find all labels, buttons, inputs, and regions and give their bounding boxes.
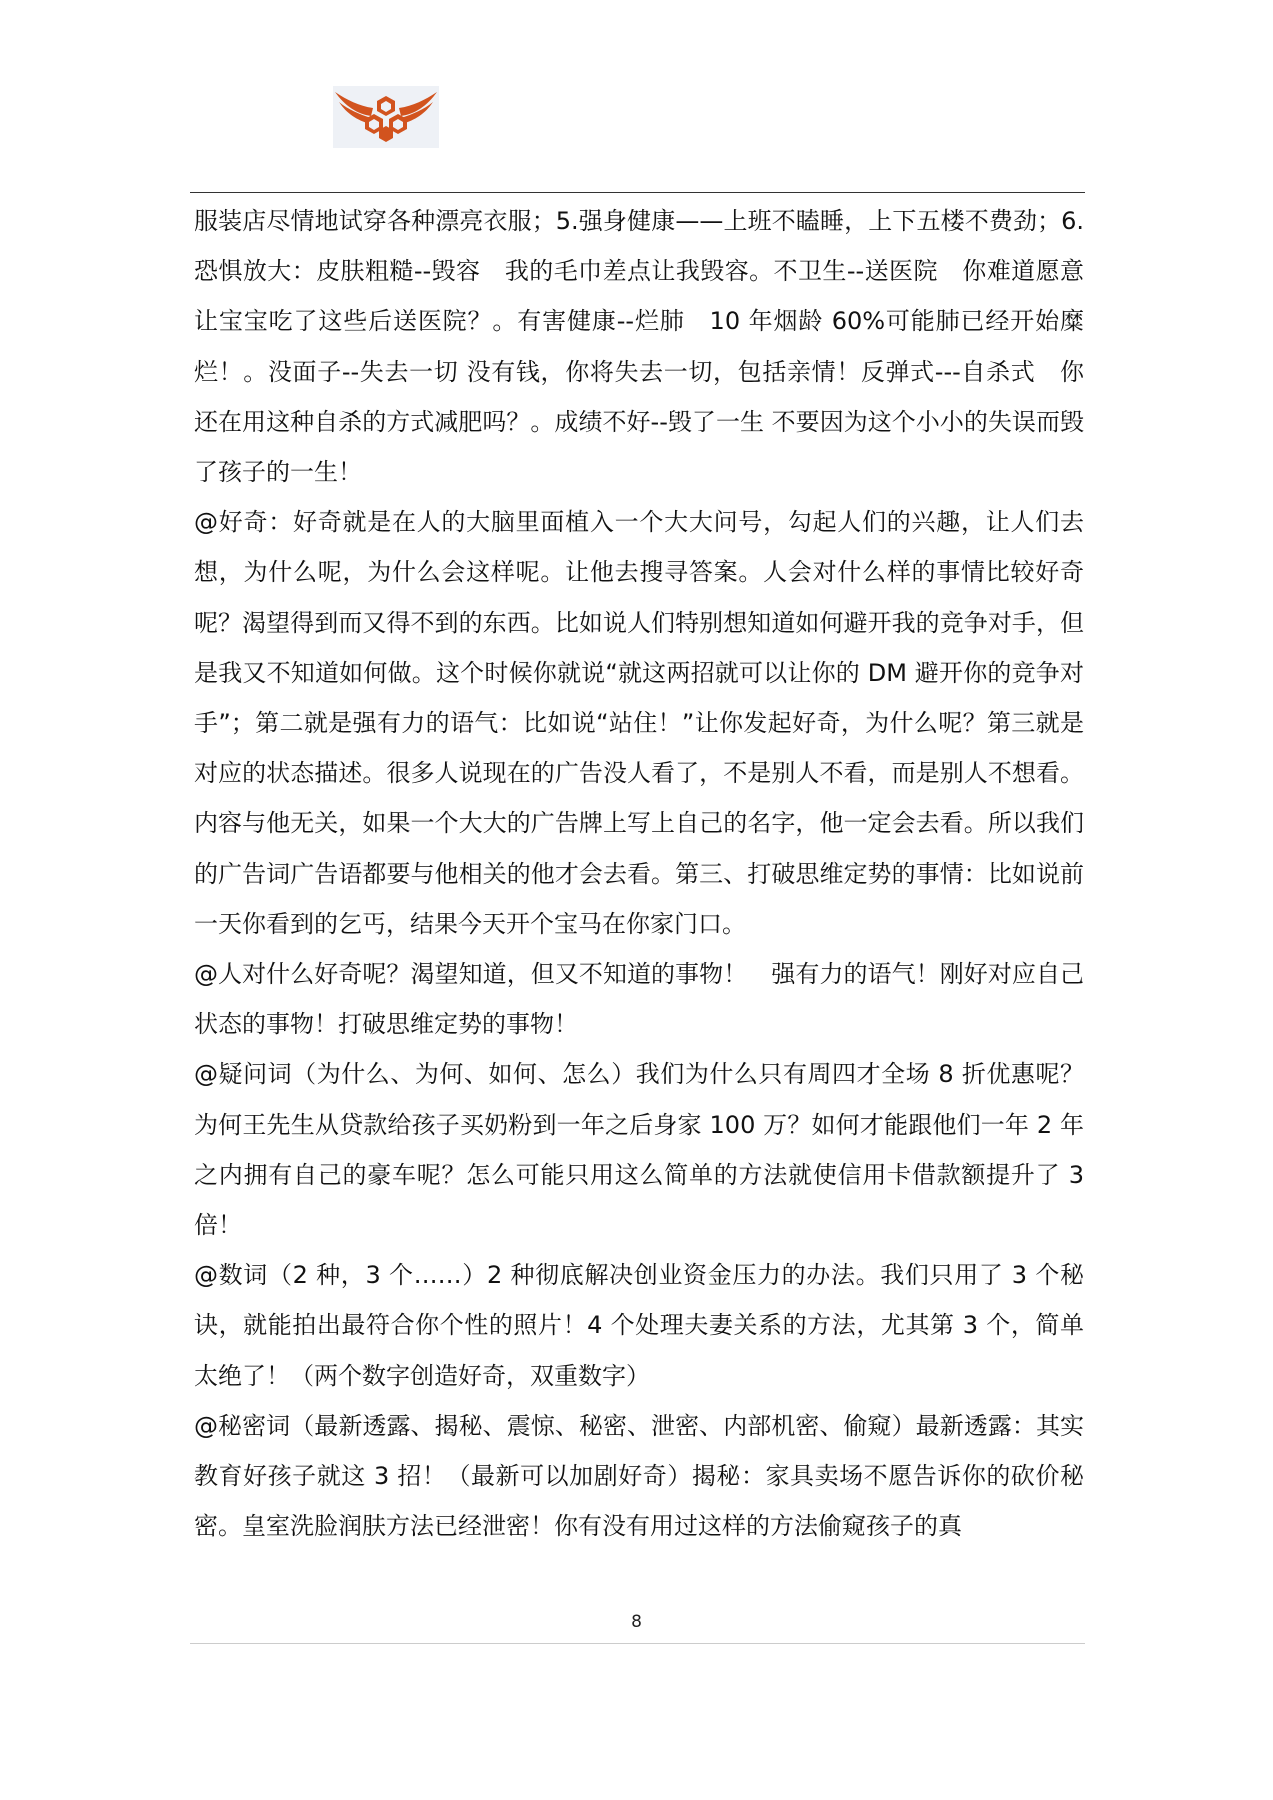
paragraph: @人对什么好奇呢？渴望知道，但又不知道的事物！ 强有力的语气！刚好对应自己状态的事物！打破思维定势的事物！ bbox=[194, 960, 1084, 1039]
logo bbox=[333, 86, 439, 148]
winged-emblem-logo-icon bbox=[333, 86, 439, 148]
footer-rule bbox=[190, 1643, 1085, 1644]
paragraph: @好奇：好奇就是在人的大脑里面植入一个大大问号，勾起人们的兴趣，让人们去想，为什么呢，为什么会这样呢。让他去搜寻答案。人会对什么样的事情比较好奇呢？渴望得到而又得不到的东西。比如说人们特别想知道如何避开我的竞争对手，但是我又不知道如何做。这个时候你就说“就这两招就可以让你的 DM 避开你的竞争对手”；第二就是强有力的语气：比如说“站住！”让你发起好奇，为什么呢？第三就是对应的状态描述。很多人说现在的广告没人看了，不是别人不看，而是别人不想看。内容与他无关，如果一个大大的广告牌上写上自己的名字，他一定会去看。所以我们的广告词广告语都要与他相关的他才会去看。第三、打破思维定势的事情：比如说前一天你看到的乞丐，结果今天开个宝马在你家门口。 bbox=[194, 508, 1084, 938]
page-number: 8 bbox=[631, 1612, 642, 1632]
document-body bbox=[194, 196, 1084, 1551]
paragraph: @疑问词（为什么、为何、如何、怎么）我们为什么只有周四才全场 8 折优惠呢？为何王先生从贷款给孩子买奶粉到一年之后身家 100 万？如何才能跟他们一年 2 年之内拥有自己的豪车呢？怎么可能只用这么简单的方法就使信用卡借款额提升了 3 倍！ bbox=[194, 1060, 1084, 1240]
header-rule bbox=[190, 192, 1085, 193]
paragraph: 服装店尽情地试穿各种漂亮衣服；5.强身健康——上班不瞌睡，上下五楼不费劲；6.恐惧放大：皮肤粗糙--毁容 我的毛巾差点让我毁容。不卫生--送医院 你难道愿意让宝宝吃了这些后送医院？。有害健康--烂肺 10 年烟龄 60%可能肺已经开始糜烂！。没面子--失去一切 没有钱，你将失去一切，包括亲情！反弹式---自杀式 你还在用这种自杀的方式减肥吗？。成绩不好--毁了一生 不要因为这个小小的失误而毁了孩子的一生！ bbox=[194, 207, 1084, 487]
paragraph: @秘密词（最新透露、揭秘、震惊、秘密、泄密、内部机密、偷窥）最新透露：其实教育好孩子就这 3 招！（最新可以加剧好奇）揭秘：家具卖场不愿告诉你的砍价秘密。皇室洗脸润肤方法已经泄密！你有没有用过这样的方法偷窥孩子的真 bbox=[194, 1411, 1084, 1541]
paragraph: @数词（2 种，3 个……）2 种彻底解决创业资金压力的办法。我们只用了 3 个秘诀，就能拍出最符合你个性的照片！4 个处理夫妻关系的方法，尤其第 3 个，简单太绝了！（两个数字创造好奇，双重数字） bbox=[194, 1261, 1084, 1390]
